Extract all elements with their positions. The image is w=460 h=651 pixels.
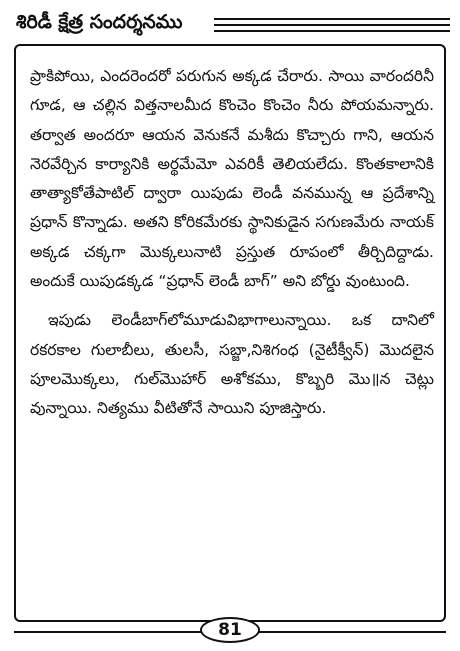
page-number: 81 xyxy=(200,617,260,643)
header-rule xyxy=(214,18,450,20)
running-title: శిరిడీ క్షేత్ర సందర్శనము xyxy=(16,11,183,33)
body-text xyxy=(30,62,434,424)
page-header xyxy=(10,6,450,40)
header-rule xyxy=(214,24,450,26)
header-rule xyxy=(214,30,450,32)
paragraph: ఇపుడు లెండీబాగ్‌లోమూడువిభాగాలున్నాయి. ఒక దానిలో రకరకాల గులాబీలు, తులసీ, సబ్జా,నిశిగంధ (నైటీక్వీన్) మొదలైన పూలమొక్కలు, గుల్‌మొహార్ అశోకము, కొబ్బరి మొ॥న చెట్లు వున్నాయి. నిత్యము వీటితోనే సాయిని పూజిస్తారు. xyxy=(30,311,434,418)
paragraph: ప్రాకిపోయి, ఎందరెందరో పరుగున అక్కడ చేరారు. సాయి వారందరినీ గూడ, ఆ చల్లిన విత్తనాలమీద కొంచెం కొంచెం నీరు పోయమన్నారు. తర్వాత అందరూ ఆయన వెనుకనే మశీదు కొచ్చారు గాని, ఆయన నెరవేర్చిన కార్యానికి అర్థమేమో ఎవరికీ తెలియలేదు. కొంతకాలానికి తాత్యాకోతేపాటిల్ ద్వారా యిపుడు లెండీ వనమున్న ఆ ప్రదేశాన్ని ప్రధాన్ కొన్నాడు. అతని కోరికమేరకు స్థానికుడైన సగుణమేరు నాయక్ అక్కడ చక్కగా మొక్కలునాటి ప్రస్తుత రూపంలో తీర్చిదిద్దాడు. అందుకే యిపుడక్కడ “ప్రధాన్ లెండీ బాగ్” అని బోర్డు వుంటుంది. xyxy=(30,67,434,291)
